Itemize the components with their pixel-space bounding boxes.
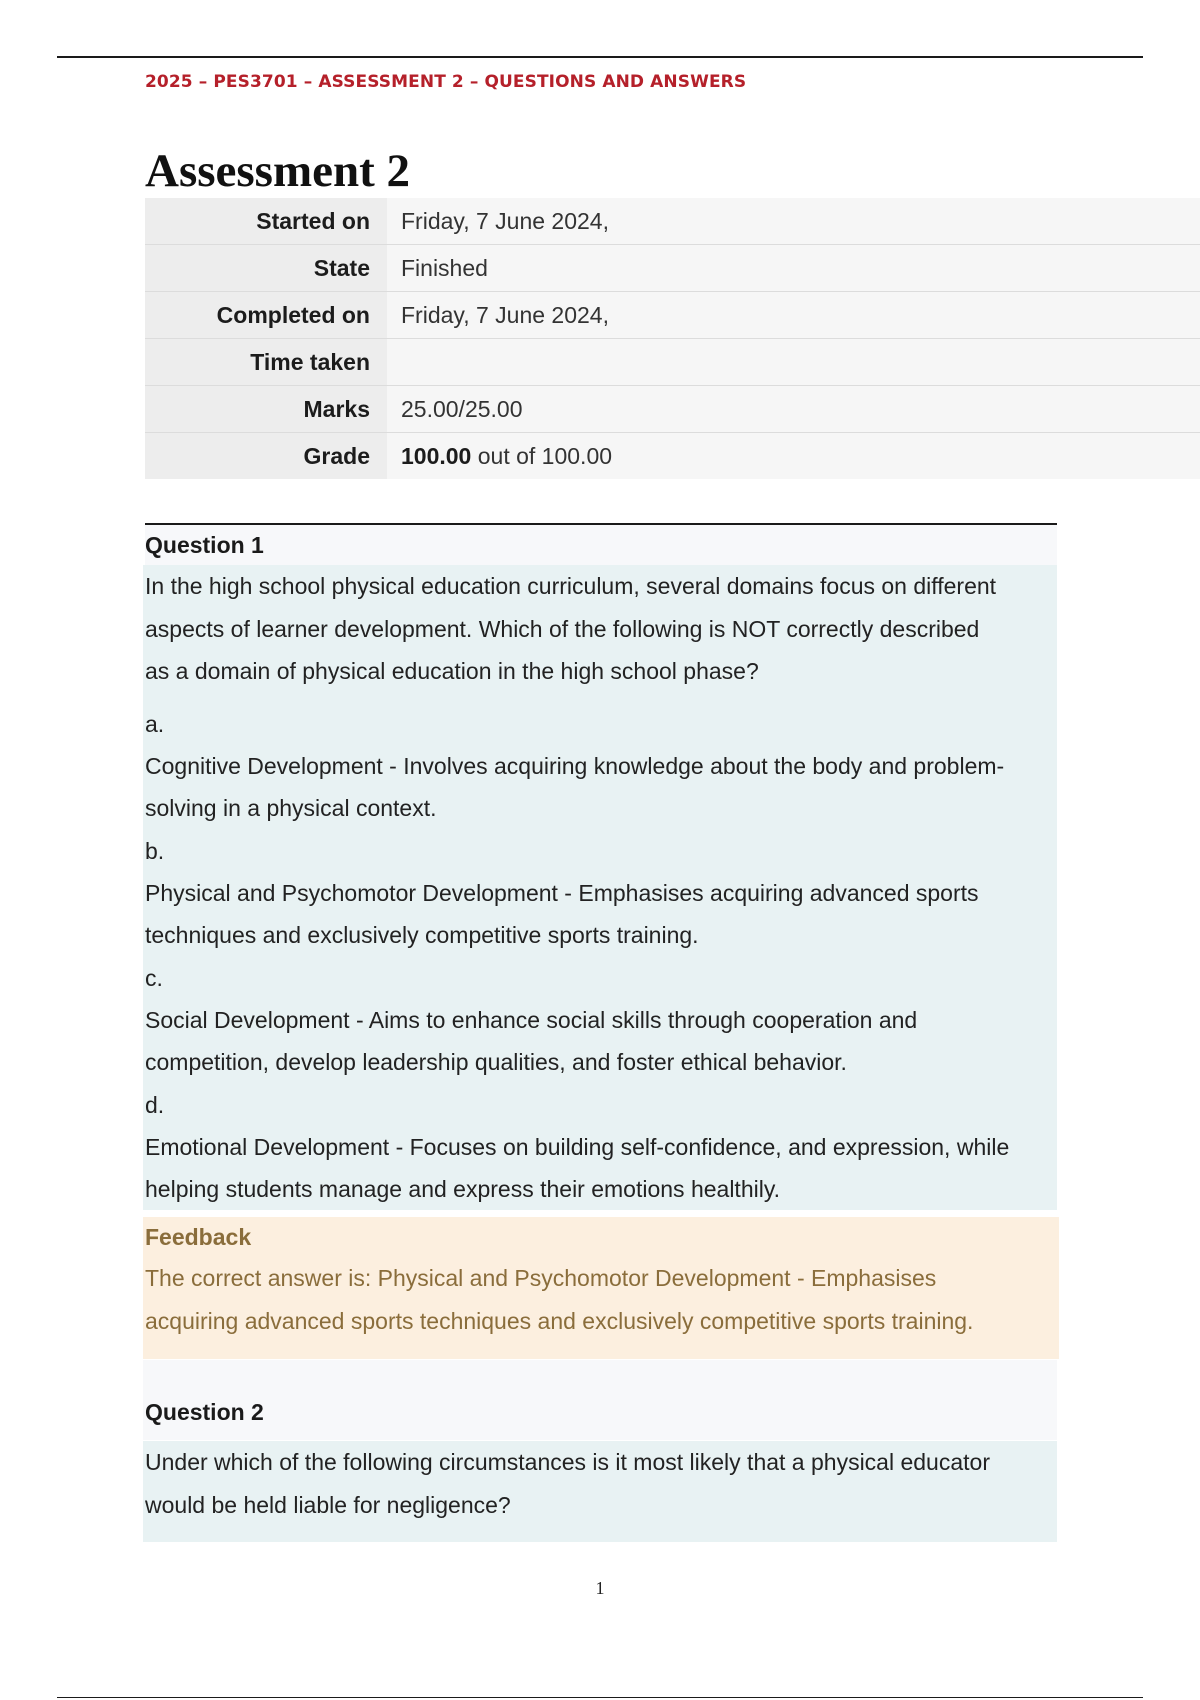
summary-value bbox=[387, 433, 1200, 479]
question-text-line: Under which of the following circumstances is it most likely that a physical educator bbox=[145, 1449, 990, 1475]
grade-out-of: out of 100.00 bbox=[471, 443, 613, 469]
question-2-heading: Question 2 bbox=[145, 1399, 264, 1425]
summary-label: Completed on bbox=[145, 292, 387, 338]
option-text-line: Physical and Psychomotor Development - Emphasises acquiring advanced sports bbox=[145, 879, 979, 906]
question-text-line: would be held liable for negligence? bbox=[145, 1491, 511, 1518]
feedback-title: Feedback bbox=[145, 1224, 252, 1250]
summary-label: Grade bbox=[145, 433, 387, 479]
question-1-text bbox=[145, 565, 1055, 693]
question-text-line: aspects of learner development. Which of the following is NOT correctly described bbox=[145, 615, 980, 642]
summary-row-grade bbox=[145, 433, 1200, 479]
option-text-line: competition, develop leadership qualities, and foster ethical behavior. bbox=[145, 1049, 847, 1075]
grade-value: 100.00 bbox=[401, 443, 472, 469]
question-1-heading: Question 1 bbox=[145, 525, 1057, 565]
option-d[interactable] bbox=[145, 1084, 1055, 1211]
option-text-line: helping students manage and express their emotions healthily. bbox=[145, 1176, 781, 1202]
summary-label: Time taken bbox=[145, 339, 387, 385]
summary-value: Finished bbox=[387, 245, 1200, 291]
option-text-line: techniques and exclusively competitive sports training. bbox=[145, 922, 699, 948]
option-letter: d. bbox=[145, 1091, 165, 1118]
option-b[interactable] bbox=[145, 830, 1055, 957]
summary-label: Marks bbox=[145, 386, 387, 432]
summary-row-completed bbox=[145, 292, 1200, 339]
summary-row-marks bbox=[145, 386, 1200, 433]
summary-label: State bbox=[145, 245, 387, 291]
summary-row-state bbox=[145, 245, 1200, 292]
summary-row-time-taken bbox=[145, 339, 1200, 386]
summary-value bbox=[387, 339, 1200, 385]
document-header: 2025 – PES3701 – ASSESSMENT 2 – QUESTIONS AND ANSWERS bbox=[145, 72, 747, 92]
summary-value: Friday, 7 June 2024, bbox=[387, 198, 1200, 244]
question-2-text bbox=[145, 1441, 1055, 1526]
option-a[interactable] bbox=[145, 703, 1055, 830]
option-text-line: solving in a physical context. bbox=[145, 795, 437, 821]
summary-value: Friday, 7 June 2024, bbox=[387, 292, 1200, 338]
feedback-text-line: acquiring advanced sports techniques and exclusively competitive sports training. bbox=[145, 1307, 974, 1334]
summary-label: Started on bbox=[145, 198, 387, 244]
option-text-line: Social Development - Aims to enhance social skills through cooperation and bbox=[145, 1006, 918, 1033]
page-number: 1 bbox=[595, 1578, 605, 1598]
option-text-line: Emotional Development - Focuses on building self-confidence, and expression, while bbox=[145, 1133, 1010, 1160]
question-1-content bbox=[143, 565, 1057, 1210]
option-letter: a. bbox=[145, 710, 165, 737]
header-rule bbox=[57, 56, 1143, 58]
feedback-text-line: The correct answer is: Physical and Psychomotor Development - Emphasises bbox=[145, 1265, 937, 1291]
question-text-line: as a domain of physical education in the high school phase? bbox=[145, 658, 759, 684]
footer-rule bbox=[57, 1697, 1143, 1698]
summary-value: 25.00/25.00 bbox=[387, 386, 1200, 432]
question-text-line: In the high school physical education curriculum, several domains focus on different bbox=[145, 573, 997, 599]
option-text-line: Cognitive Development - Involves acquiring knowledge about the body and problem- bbox=[145, 752, 1005, 779]
option-letter: c. bbox=[145, 964, 163, 991]
answer-options bbox=[145, 703, 1055, 1211]
question-1-feedback bbox=[143, 1217, 1059, 1359]
option-c[interactable] bbox=[145, 957, 1055, 1084]
question-2-content bbox=[143, 1441, 1057, 1542]
attempt-summary-table bbox=[145, 198, 1200, 479]
page-title: Assessment 2 bbox=[145, 145, 411, 197]
summary-row-started bbox=[145, 198, 1200, 245]
option-letter: b. bbox=[145, 837, 165, 864]
